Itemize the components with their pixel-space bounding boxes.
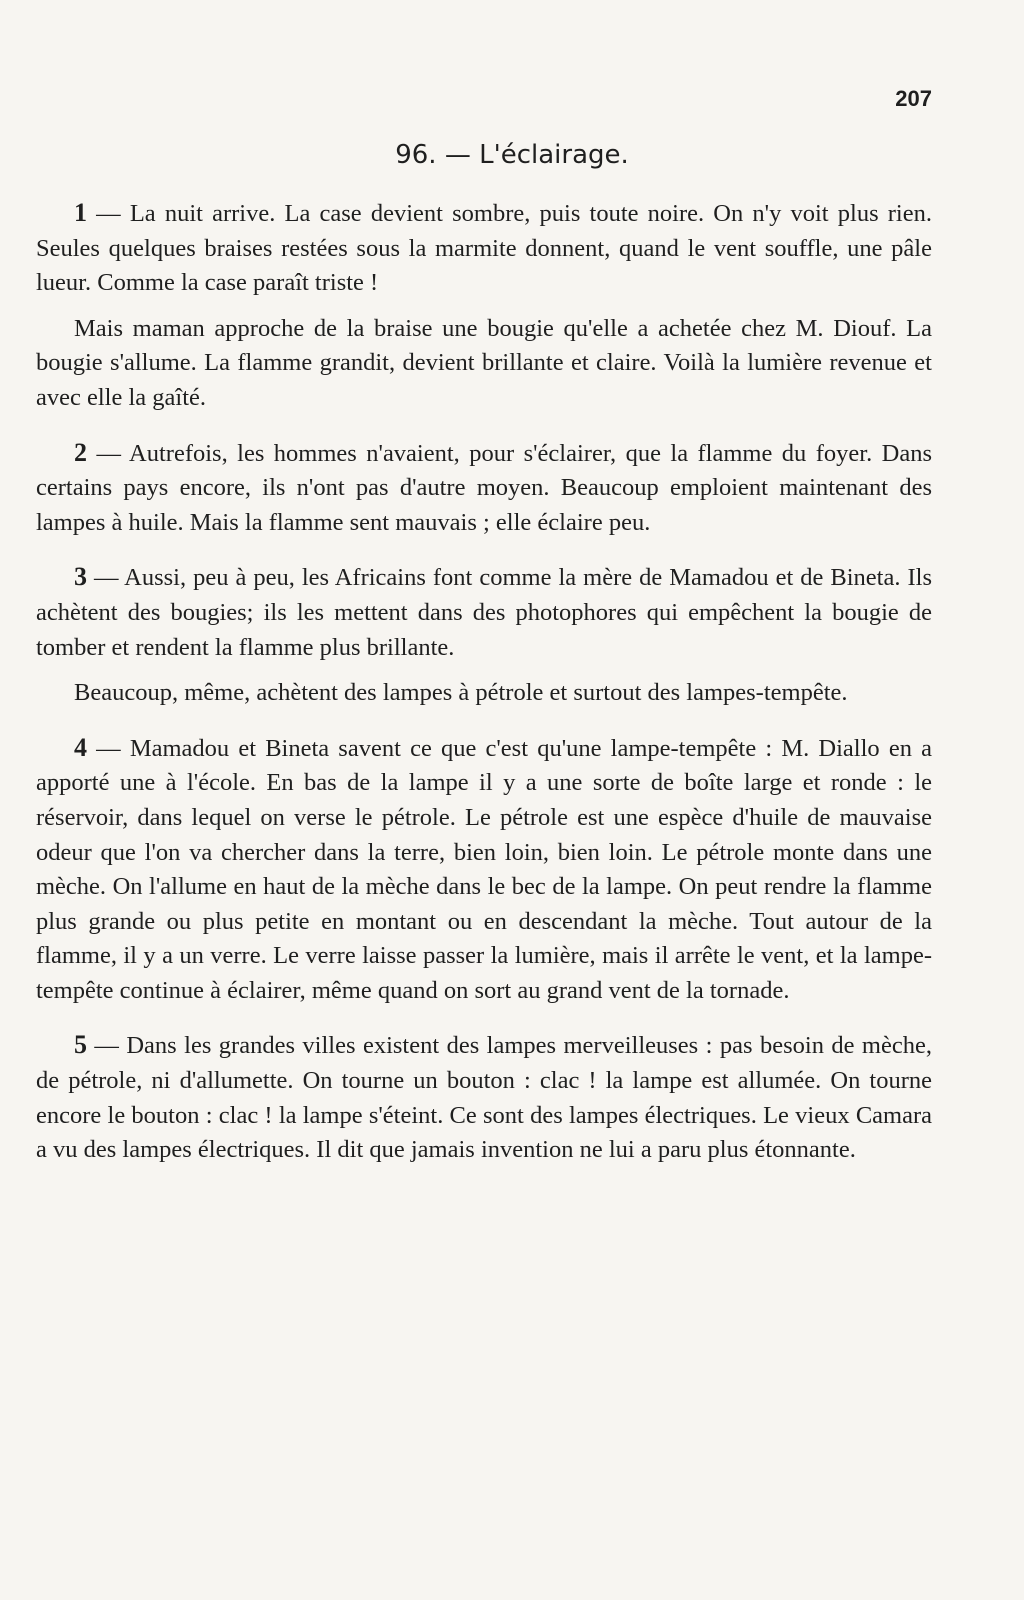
paragraph-3-continued xyxy=(36,676,932,711)
section-number: 4 xyxy=(74,732,87,762)
page-number: 207 xyxy=(895,86,932,111)
paragraph-text: — Aussi, peu à peu, les Africains font comme la mère de Mamadou et de Bineta. Ils achètent des bougies; ils les mettent dans des photophores qui empêchent la bougie de tomber et rendent la flamme plus brillante. xyxy=(36,564,932,661)
paragraph-4 xyxy=(36,731,932,1009)
paragraph-text: — Dans les grandes villes existent des lampes merveilleuses : pas besoin de mèche, de pétrole, ni d'allumette. On tourne un bouton : clac ! la lampe est allumée. On tourne encore le bouton : clac ! la lampe s'éteint. Ce sont des lampes électriques. Le vieux Camara a vu des lampes électriques. Il dit que jamais invention ne lui a paru plus étonnante. xyxy=(36,1032,932,1164)
paragraph-1 xyxy=(36,196,932,301)
paragraph-5 xyxy=(36,1028,932,1167)
section-number: 3 xyxy=(74,562,87,592)
paragraph-3 xyxy=(36,560,932,665)
paragraph-2 xyxy=(36,436,932,541)
paragraph-text: Mais maman approche de la braise une bougie qu'elle a achetée chez M. Diouf. La bougie s'allume. La flamme grandit, devient brillante et claire. Voilà la lumière revenue et avec elle la gaîté. xyxy=(36,314,932,411)
paragraph-text: — Autrefois, les hommes n'avaient, pour s'éclairer, que la flamme du foyer. Dans certains pays encore, ils n'ont pas d'autre moyen. Beaucoup emploient maintenant des lampes à huile. Mais la flamme sent mauvais ; elle éclaire peu. xyxy=(36,439,932,536)
section-number: 2 xyxy=(74,437,87,467)
section-number: 5 xyxy=(74,1030,87,1060)
paragraph-text: — Mamadou et Bineta savent ce que c'est qu'une lampe-tempête : M. Diallo en a apporté une à l'école. En bas de la lampe il y a une sorte de boîte large et ronde : le réservoir, dans lequel on verse le pétrole. Le pétrole est une espèce d'huile de mauvaise odeur que l'on va chercher dans la terre, bien loin, bien loin. Le pétrole monte dans une mèche. On l'allume en haut de la mèche dans le bec de la lampe. On peut rendre la flamme plus grande ou plus petite en montant ou en descendant la mèche. Tout autour de la flamme, il y a un verre. Le verre laisse passer la lumière, mais il arrête le vent, et la lampe-tempête continue à éclairer, même quand on sort au grand vent de la tornade. xyxy=(36,734,932,1004)
section-number: 1 xyxy=(74,198,87,227)
body-text xyxy=(36,196,932,1168)
chapter-title: 96. — L'éclairage. xyxy=(395,140,629,170)
paragraph-text: — La nuit arrive. La case devient sombre, puis toute noire. On n'y voit plus rien. Seules quelques braises restées sous la marmite donnent, quand le vent souffle, une pâle lueur. Comme la case paraît triste ! xyxy=(36,200,932,297)
paragraph-text: Beaucoup, même, achètent des lampes à pétrole et surtout des lampes-tempête. xyxy=(74,679,848,707)
paragraph-1-continued xyxy=(36,312,932,416)
